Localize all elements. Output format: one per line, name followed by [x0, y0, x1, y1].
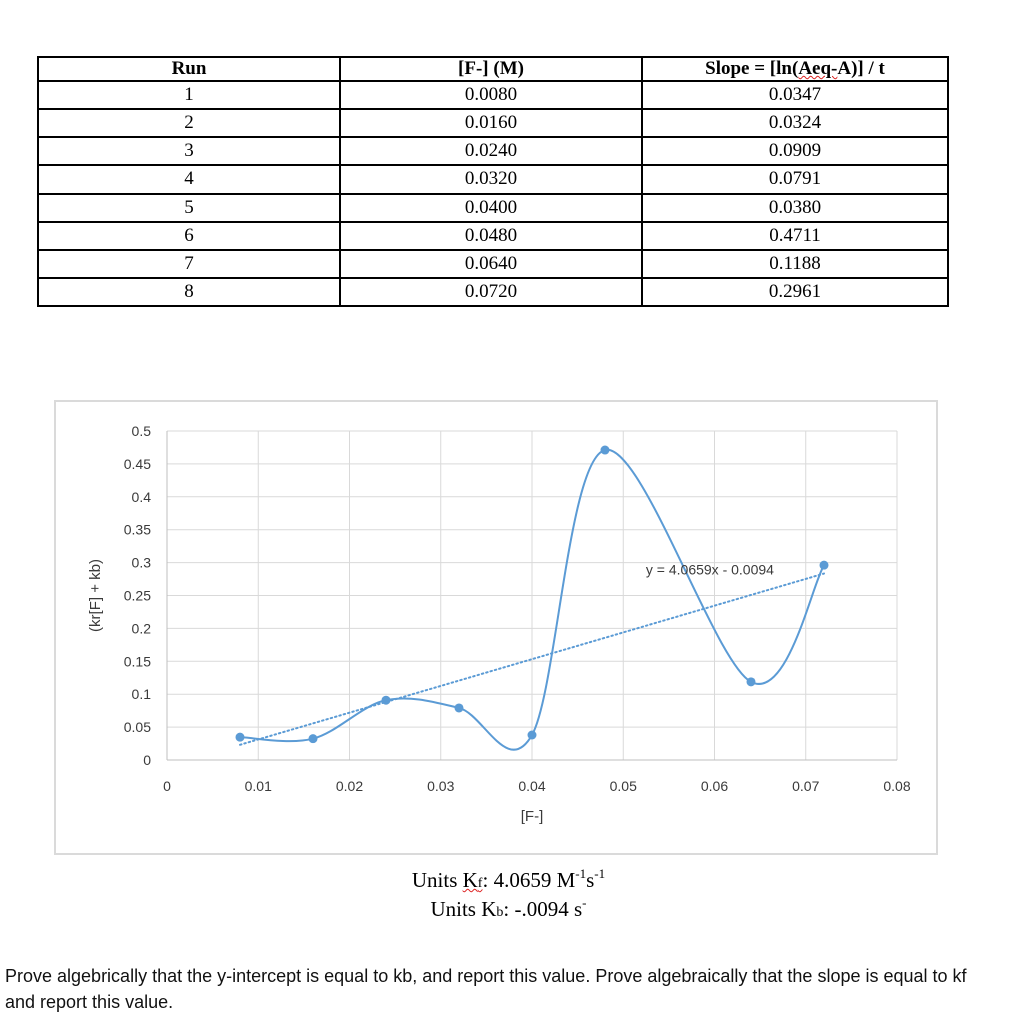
x-tick-label: 0.02: [335, 778, 364, 794]
cell-run: 5: [38, 194, 340, 222]
data-point: [601, 446, 610, 455]
data-table: [37, 56, 949, 307]
y-tick-label: 0.5: [131, 423, 151, 439]
cell-concentration: 0.0400: [340, 194, 642, 222]
cell-concentration: 0.0240: [340, 137, 642, 165]
table-row: [38, 222, 948, 250]
cell-run: 7: [38, 250, 340, 278]
table-row: [38, 109, 948, 137]
cell-slope: 0.0347: [642, 81, 948, 109]
cell-slope: 0.4711: [642, 222, 948, 250]
cell-concentration: 0.0480: [340, 222, 642, 250]
cell-slope: 0.0380: [642, 194, 948, 222]
data-point: [455, 703, 464, 712]
y-tick-label: 0.45: [123, 455, 151, 472]
x-axis-title: [F-]: [520, 808, 544, 825]
data-point: [747, 677, 756, 686]
data-point: [528, 730, 537, 739]
cell-concentration: 0.0160: [340, 109, 642, 137]
y-tick-label: 0.25: [123, 587, 151, 604]
x-tick-label: 0.04: [518, 778, 546, 794]
cell-run: 4: [38, 165, 340, 193]
table-row: [38, 165, 948, 193]
y-tick-label: 0.15: [123, 653, 151, 670]
y-tick-label: 0.2: [131, 620, 151, 637]
data-point: [309, 734, 318, 743]
y-tick-label: 0.1: [131, 686, 151, 703]
x-tick-label: 0.05: [609, 778, 637, 794]
cell-concentration: 0.0640: [340, 250, 642, 278]
cell-slope: 0.1188: [642, 250, 948, 278]
x-tick-label: 0.03: [427, 778, 455, 794]
data-point: [382, 696, 391, 705]
y-tick-label: 0.4: [131, 488, 151, 505]
cell-run: 2: [38, 109, 340, 137]
x-tick-label: 0.08: [883, 778, 911, 794]
table-row: [38, 194, 948, 222]
table-row: [38, 250, 948, 278]
chart: [56, 402, 936, 853]
header-run: Run: [38, 57, 340, 81]
units-kb: Units Kb: -.0094 s-: [430, 895, 587, 921]
table-header-row: [38, 57, 948, 81]
y-tick-label: 0.3: [131, 554, 151, 571]
cell-concentration: 0.0720: [340, 278, 642, 306]
table-row: [38, 81, 948, 109]
cell-slope: 0.0324: [642, 109, 948, 137]
cell-run: 1: [38, 81, 340, 109]
cell-concentration: 0.0080: [340, 81, 642, 109]
cell-run: 3: [38, 137, 340, 165]
chart-frame: [54, 400, 938, 855]
y-axis-title: (kr[F] + kb): [87, 559, 104, 632]
y-tick-label: 0: [143, 752, 151, 768]
trendline-equation: y = 4.0659x - 0.0094: [645, 561, 774, 578]
table-row: [38, 278, 948, 306]
cell-slope: 0.0791: [642, 165, 948, 193]
units-kf: Units Kf: 4.0659 $M^{-1}s^{-1}$: [411, 866, 606, 892]
cell-run: 6: [38, 222, 340, 250]
data-point: [820, 561, 829, 570]
table-row: [38, 137, 948, 165]
cell-slope: 0.2961: [642, 278, 948, 306]
cell-slope: 0.0909: [642, 137, 948, 165]
cell-concentration: 0.0320: [340, 165, 642, 193]
y-tick-label: 0.05: [123, 719, 151, 736]
cell-run: 8: [38, 278, 340, 306]
question-text: Prove algebrically that the y-intercept is equal to kb, and report this value. Prove algebraically that the slope is equal to kf and report this value.: [5, 966, 967, 1012]
x-tick-label: 0.06: [700, 778, 729, 794]
x-tick-label: 0.07: [792, 778, 820, 794]
y-tick-label: 0.35: [123, 521, 151, 538]
x-tick-label: 0: [163, 778, 171, 794]
x-tick-label: 0.01: [244, 778, 272, 794]
data-point: [236, 733, 245, 742]
header-concentration: [F-] (M): [340, 57, 642, 81]
header-slope: Slope = [ln(Aeq-A)] / t: [642, 57, 948, 81]
